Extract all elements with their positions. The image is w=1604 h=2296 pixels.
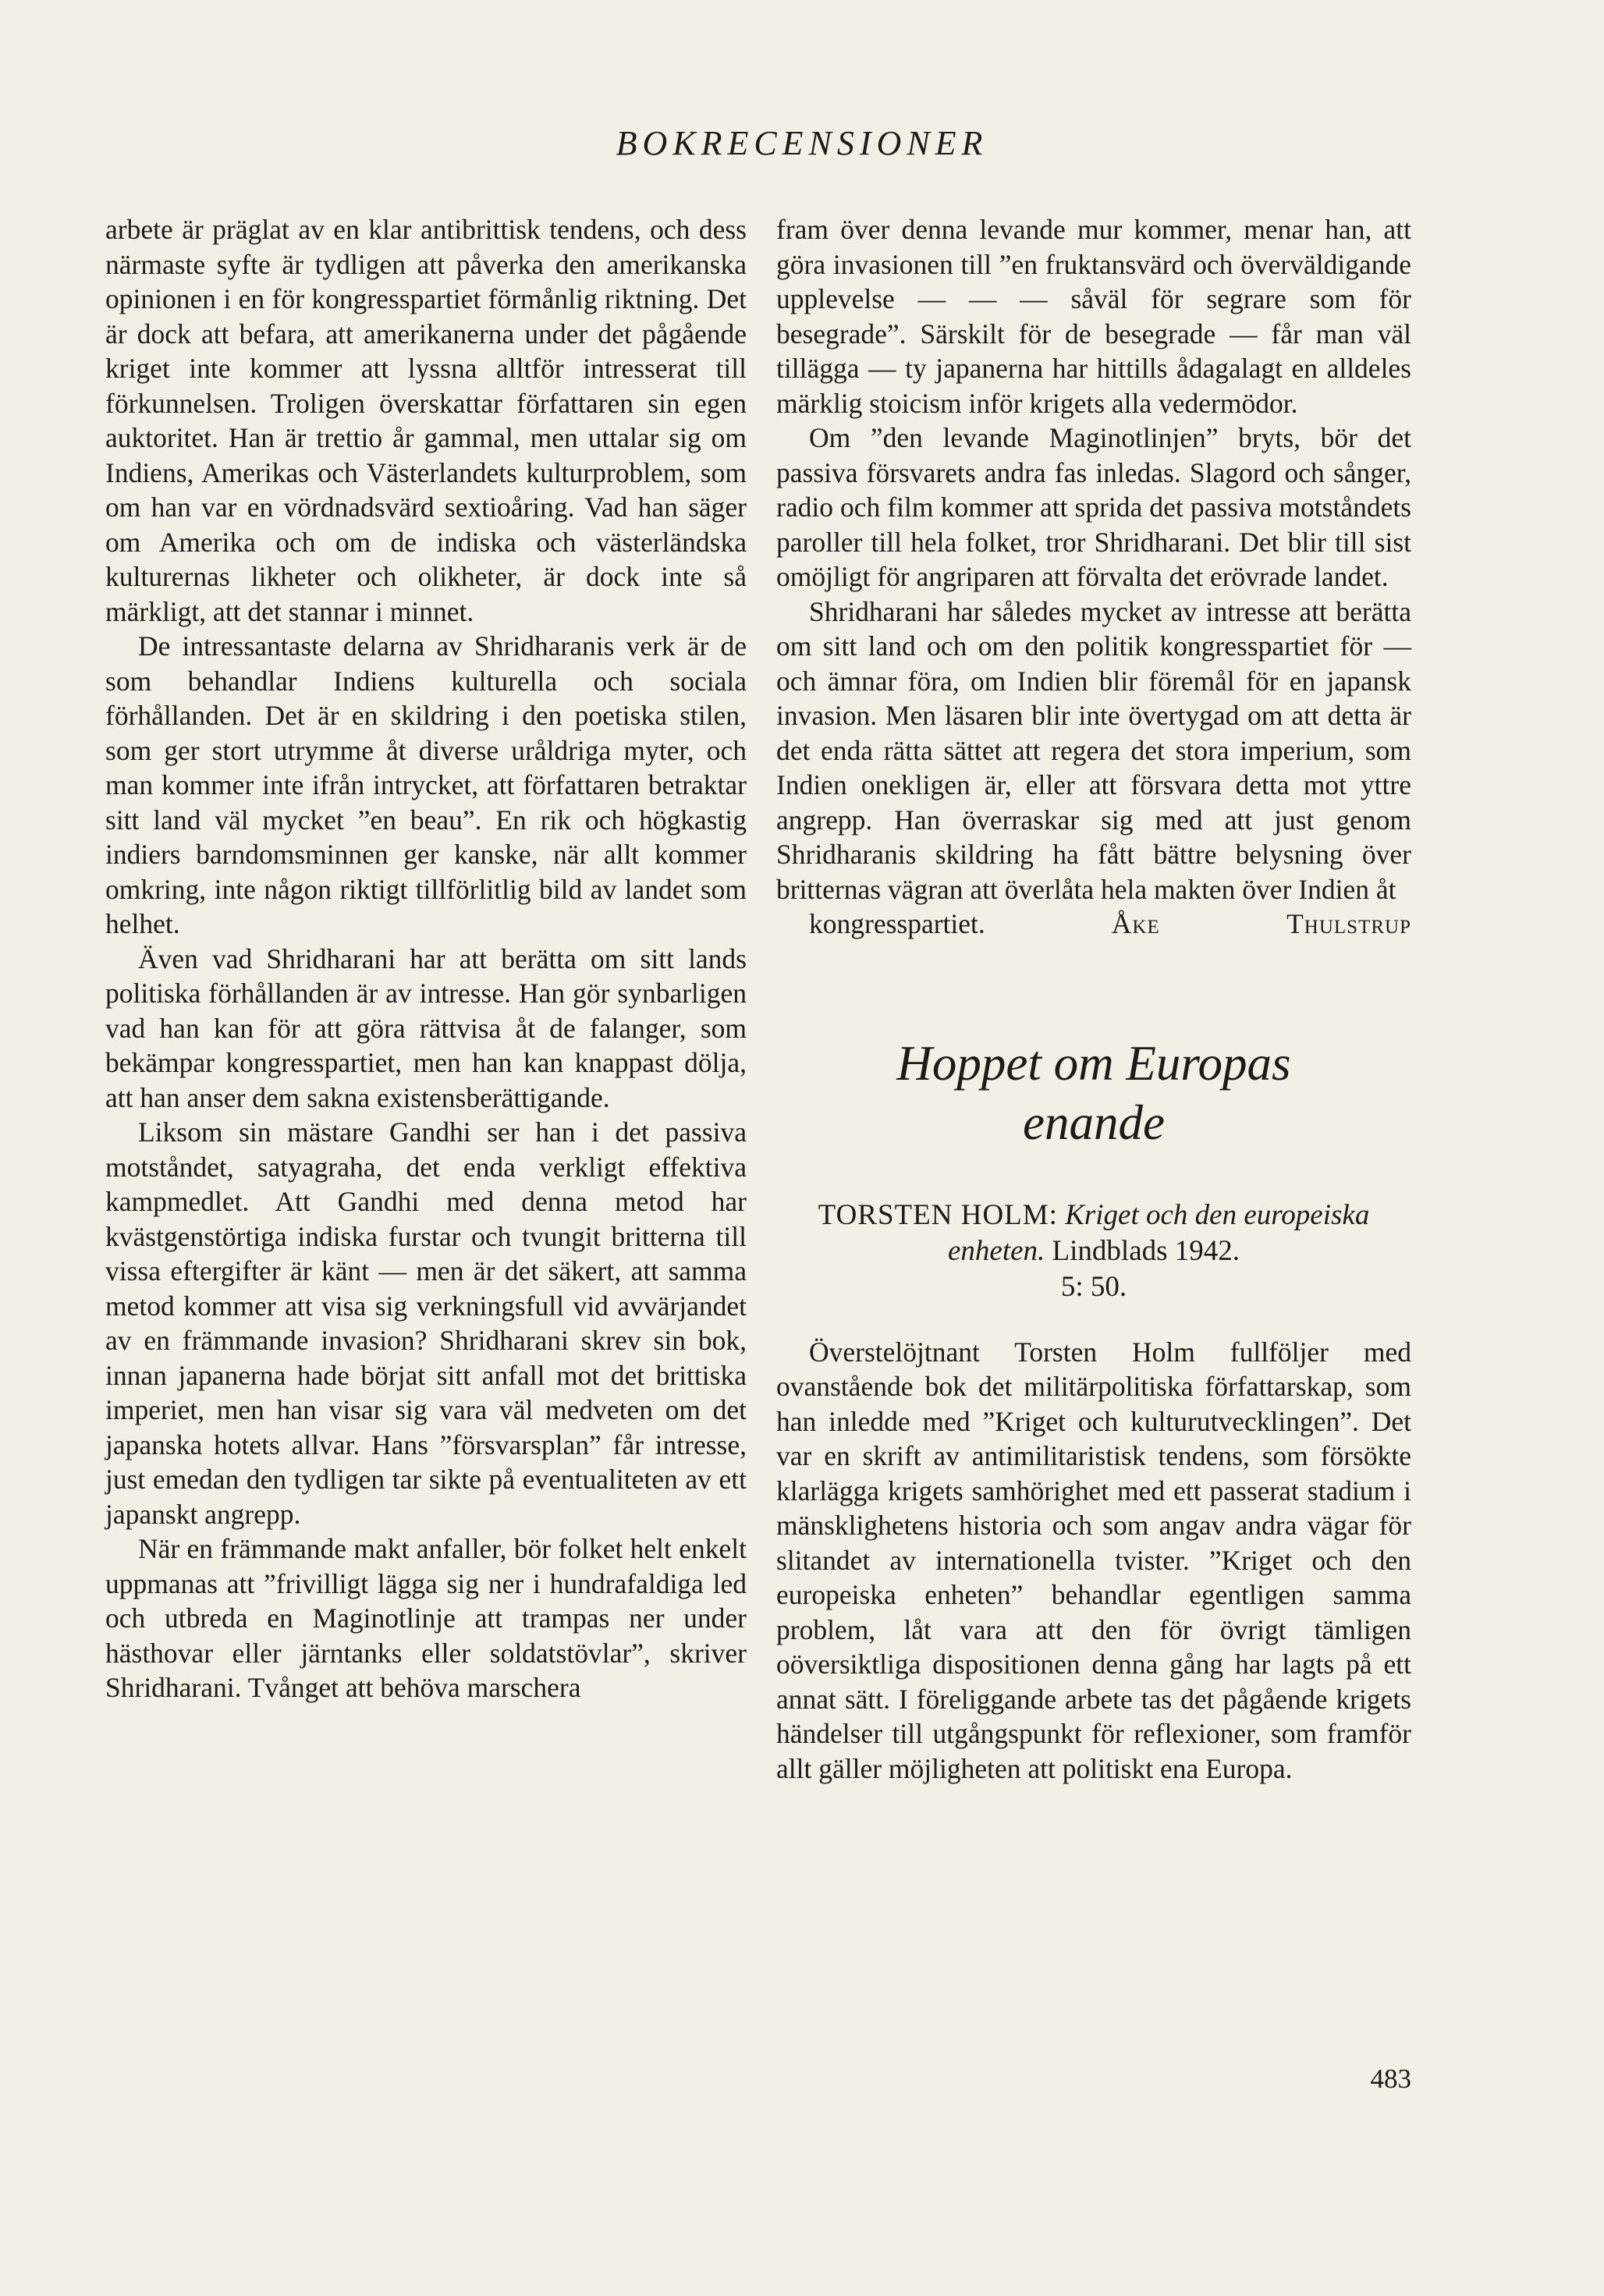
- left-column: [105, 212, 747, 1705]
- paragraph: fram över denna levande mur kommer, menar han, att göra invasionen till ”en fruktansvärd och överväldigande upplevelse — — — såväl för segrare som för besegrade”. Särskilt för de besegrade — får man väl tillägga — ty japanerna har hittills ådagalagt en alldeles märklig stoicism inför krigets alla vedermödor.: [776, 214, 1411, 419]
- paragraph: Liksom sin mästare Gandhi ser han i det passiva motståndet, satyagraha, det enda verkligt effektiva kampmedlet. Att Gandhi med denna metod har kvästgenstörtiga indiska furstar och tvungit britterna till vissa eftergifter är känt — men är det säkert, att samma metod kommer att visa sig verkningsfull vid avvärjandet av en främmande invasion? Shridharani skrev sin bok, innan japanerna hade börjat sitt anfall mot det brittiska imperiet, men han visar sig vara väl medveten om det japanska hotets allvar. Hans ”försvarsplan” får intresse, just emedan den tydligen tar sikte på eventualiteten av ett japanskt angrepp.: [105, 1116, 747, 1530]
- paragraph: arbete är präglat av en klar antibrittisk tendens, och dess närmaste syfte är tydligen att påverka den amerikanska opinionen i en för kongresspartiet förmånlig riktning. Det är dock att befara, att amerikanerna under det pågående kriget inte kommer att lyssna alltför intresserat till förkunnelsen. Troligen överskattar författaren sin egen auktoritet. Han är trettio år gammal, men uttalar sig om Indiens, Amerikas och Västerlandets kulturproblem, som om han var en vördnadsvärd sextioåring. Vad han säger om Amerika och om de indiska och västerländska kulturernas likheter och olikheter, är dock inte så märkligt, att det stannar i minnet.: [105, 214, 747, 627]
- paragraph: Även vad Shridharani har att berätta om sitt lands politiska förhållanden är av intresse. Han gör synbarligen vad han kan för att göra rättvisa åt de falanger, som bekämpar kongresspartiet, men han kan knappast dölja, att han anser dem sakna existensberättigande.: [105, 942, 747, 1113]
- reviewer-signature: Åke Thulstrup: [1111, 908, 1411, 939]
- signature-line: [776, 907, 1411, 942]
- article-title: [776, 1034, 1411, 1152]
- book-title: Kriget och den europeiska enheten.: [947, 1198, 1370, 1267]
- right-column: [776, 212, 1411, 1786]
- paragraph: Om ”den levande Maginotlinjen” bryts, bör det passiva försvarets andra fas inledas. Slagord och sånger, radio och film kommer att sprida det passiva motståndets paroller till hela folket, tror Shridharani. Det blir till sist omöjligt för angriparen att förvalta det erövrade landet.: [776, 422, 1411, 592]
- paragraph: Shridharani har således mycket av intresse att berätta om sitt land och om den politik kongresspartiet för — och ämnar föra, om Indien blir föremål för en japansk invasion. Men läsaren blir inte övertygad om att detta är det enda rätta sättet att regera det stora imperium, som Indien onekligen är, eller att försvara detta mot yttre angrepp. Han överraskar sig med att just genom Shridharanis skildring ha fått bättre belysning över britternas vägran att överlåta hela makten över Indien åt: [776, 595, 1411, 905]
- citation-line: [776, 1198, 1411, 1269]
- paragraph: Överstelöjtnant Torsten Holm fullföljer med ovanstående bok det militärpolitiska författarskap, som han inledde med ”Kriget och kulturutvecklingen”. Det var en skrift av antimilitaristisk tendens, som försökte klarlägga krigets samhörighet med ett passerat stadium i mänsklighetens historia och som angav andra vägar för slitandet av internationella tvister. ”Kriget och den europeiska enheten” behandlar egentligen samma problem, låt vara att den för övrigt tämligen oöversiktliga dispositionen denna gång har lagts på ett annat sätt. I föreliggande arbete tas det pågående krigets händelser till utgångspunkt för reflexioner, som framför allt gäller möjligheten att politiskt ena Europa.: [776, 1336, 1411, 1784]
- article-title-line: Hoppet om Europas: [896, 1035, 1291, 1091]
- book-author: TORSTEN HOLM:: [818, 1198, 1058, 1231]
- running-title: BOKRECENSIONER: [616, 124, 988, 162]
- article-title-line: enande: [1023, 1095, 1165, 1150]
- paragraph: När en främmande makt anfaller, bör folket helt enkelt uppmanas att ”frivilligt lägga sig ner i hundrafaldiga led och utbreda en Maginotlinje att trampas ner under hästhovar eller järntanks eller soldatstövlar”, skriver Shridharani. Tvånget att behöva marschera: [105, 1533, 747, 1703]
- book-price: 5: 50.: [1060, 1270, 1127, 1303]
- book-publisher: Lindblads 1942.: [1052, 1234, 1240, 1267]
- closing-word: kongresspartiet.: [809, 908, 985, 939]
- paragraph: De intressantaste delarna av Shridharanis verk är de som behandlar Indiens kulturella och sociala förhållanden. Det är en skildring i den poetiska stilen, som ger stort utrymme åt diverse uråldriga myter, och man kommer inte ifrån intrycket, att författaren betraktar sitt land väl mycket ”en beau”. En rik och högkastig indiers barndomsminnen ger kanske, när allt kommer omkring, inte någon riktigt tillförlitlig bild av landet som helhet.: [105, 630, 747, 939]
- page-number: 483: [1370, 2064, 1411, 2094]
- book-citation: [776, 1198, 1411, 1305]
